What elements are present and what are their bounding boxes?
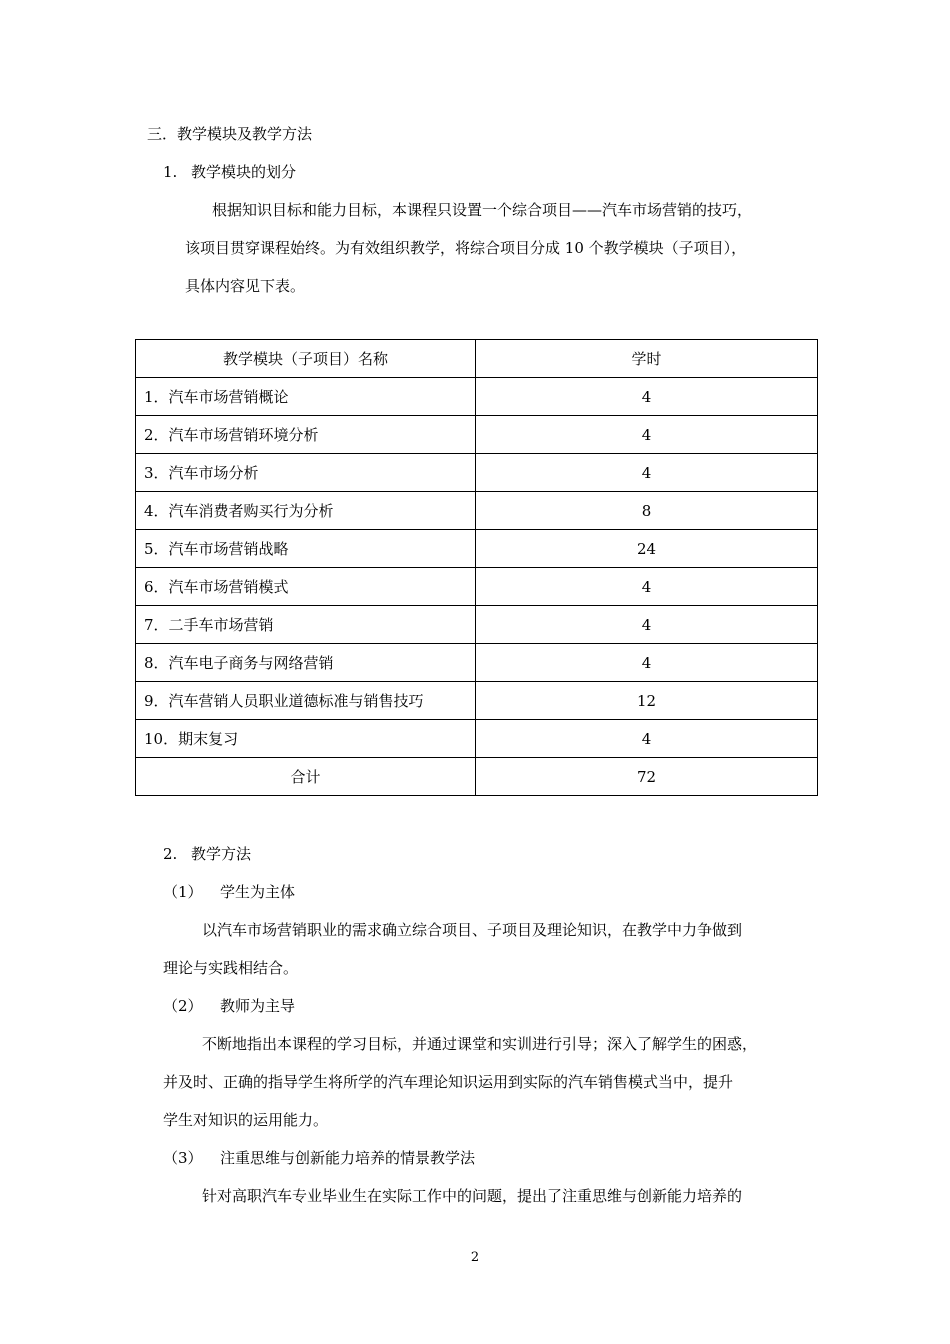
table-row: [136, 454, 818, 492]
paragraph-line: 该项目贯穿课程始终。为有效组织教学，将综合项目分成 10 个教学模块（子项目），: [185, 239, 747, 257]
method-item-title: 学生为主体: [220, 883, 296, 901]
subsection-1-number: 1.: [163, 163, 178, 181]
method-item-heading: [163, 1148, 475, 1168]
table-row: [136, 378, 818, 416]
module-hours: 4: [476, 416, 818, 454]
method-item-heading: [163, 882, 295, 902]
method-item-number: （1）: [163, 883, 203, 901]
page-number: 2: [470, 1250, 480, 1265]
table-row: [136, 568, 818, 606]
module-hours: 4: [476, 568, 818, 606]
module-name: 6．汽车市场营销模式: [136, 568, 476, 606]
module-table: [135, 339, 818, 796]
paragraph-line: 以汽车市场营销职业的需求确立综合项目、子项目及理论知识，在教学中力争做到: [202, 921, 743, 939]
column-header-name: 教学模块（子项目）名称: [136, 340, 476, 378]
subsection-2-heading: [163, 844, 251, 864]
module-name: 4．汽车消费者购买行为分析: [136, 492, 476, 530]
module-name: 9．汽车营销人员职业道德标准与销售技巧: [136, 682, 476, 720]
table-total-row: [136, 758, 818, 796]
paragraph-line: 不断地指出本课程的学习目标，并通过课堂和实训进行引导；深入了解学生的困惑，: [202, 1035, 758, 1053]
table-row: [136, 492, 818, 530]
module-name: 7．二手车市场营销: [136, 606, 476, 644]
paragraph-line: 学生对知识的运用能力。: [163, 1111, 329, 1129]
module-hours: 12: [476, 682, 818, 720]
table-row: [136, 606, 818, 644]
module-name: 5．汽车市场营销战略: [136, 530, 476, 568]
paragraph-line: 根据知识目标和能力目标，本课程只设置一个综合项目——汽车市场营销的技巧，: [212, 201, 753, 219]
method-item-title: 教师为主导: [220, 997, 296, 1015]
subsection-2-number: 2.: [163, 845, 178, 863]
subsection-1-title: 教学模块的划分: [191, 163, 297, 181]
table-row: [136, 720, 818, 758]
module-hours: 24: [476, 530, 818, 568]
column-header-hours: 学时: [476, 340, 818, 378]
paragraph-line: 理论与实践相结合。: [163, 959, 299, 977]
module-name: 3．汽车市场分析: [136, 454, 476, 492]
paragraph-line: 具体内容见下表。: [185, 277, 306, 295]
module-hours: 4: [476, 644, 818, 682]
module-name: 1．汽车市场营销概论: [136, 378, 476, 416]
method-item-number: （3）: [163, 1149, 203, 1167]
section-heading: 三．教学模块及教学方法: [147, 125, 313, 143]
table-row: [136, 682, 818, 720]
module-hours: 4: [476, 378, 818, 416]
subsection-2-title: 教学方法: [191, 845, 252, 863]
method-item-number: （2）: [163, 997, 203, 1015]
table-row: [136, 416, 818, 454]
module-name: 10．期末复习: [136, 720, 476, 758]
paragraph-line: 并及时、正确的指导学生将所学的汽车理论知识运用到实际的汽车销售模式当中，提升: [163, 1073, 734, 1091]
method-item-heading: [163, 996, 295, 1016]
subsection-1-heading: [163, 162, 296, 182]
module-name: 8．汽车电子商务与网络营销: [136, 644, 476, 682]
paragraph-line: 针对高职汽车专业毕业生在实际工作中的问题，提出了注重思维与创新能力培养的: [202, 1187, 743, 1205]
table-row: [136, 530, 818, 568]
module-hours: 4: [476, 454, 818, 492]
total-hours: 72: [476, 758, 818, 796]
module-name: 2．汽车市场营销环境分析: [136, 416, 476, 454]
module-hours: 4: [476, 606, 818, 644]
module-hours: 4: [476, 720, 818, 758]
module-hours: 8: [476, 492, 818, 530]
table-row: [136, 644, 818, 682]
table-header-row: [136, 340, 818, 378]
method-item-title: 注重思维与创新能力培养的情景教学法: [220, 1149, 476, 1167]
total-label: 合计: [136, 758, 476, 796]
